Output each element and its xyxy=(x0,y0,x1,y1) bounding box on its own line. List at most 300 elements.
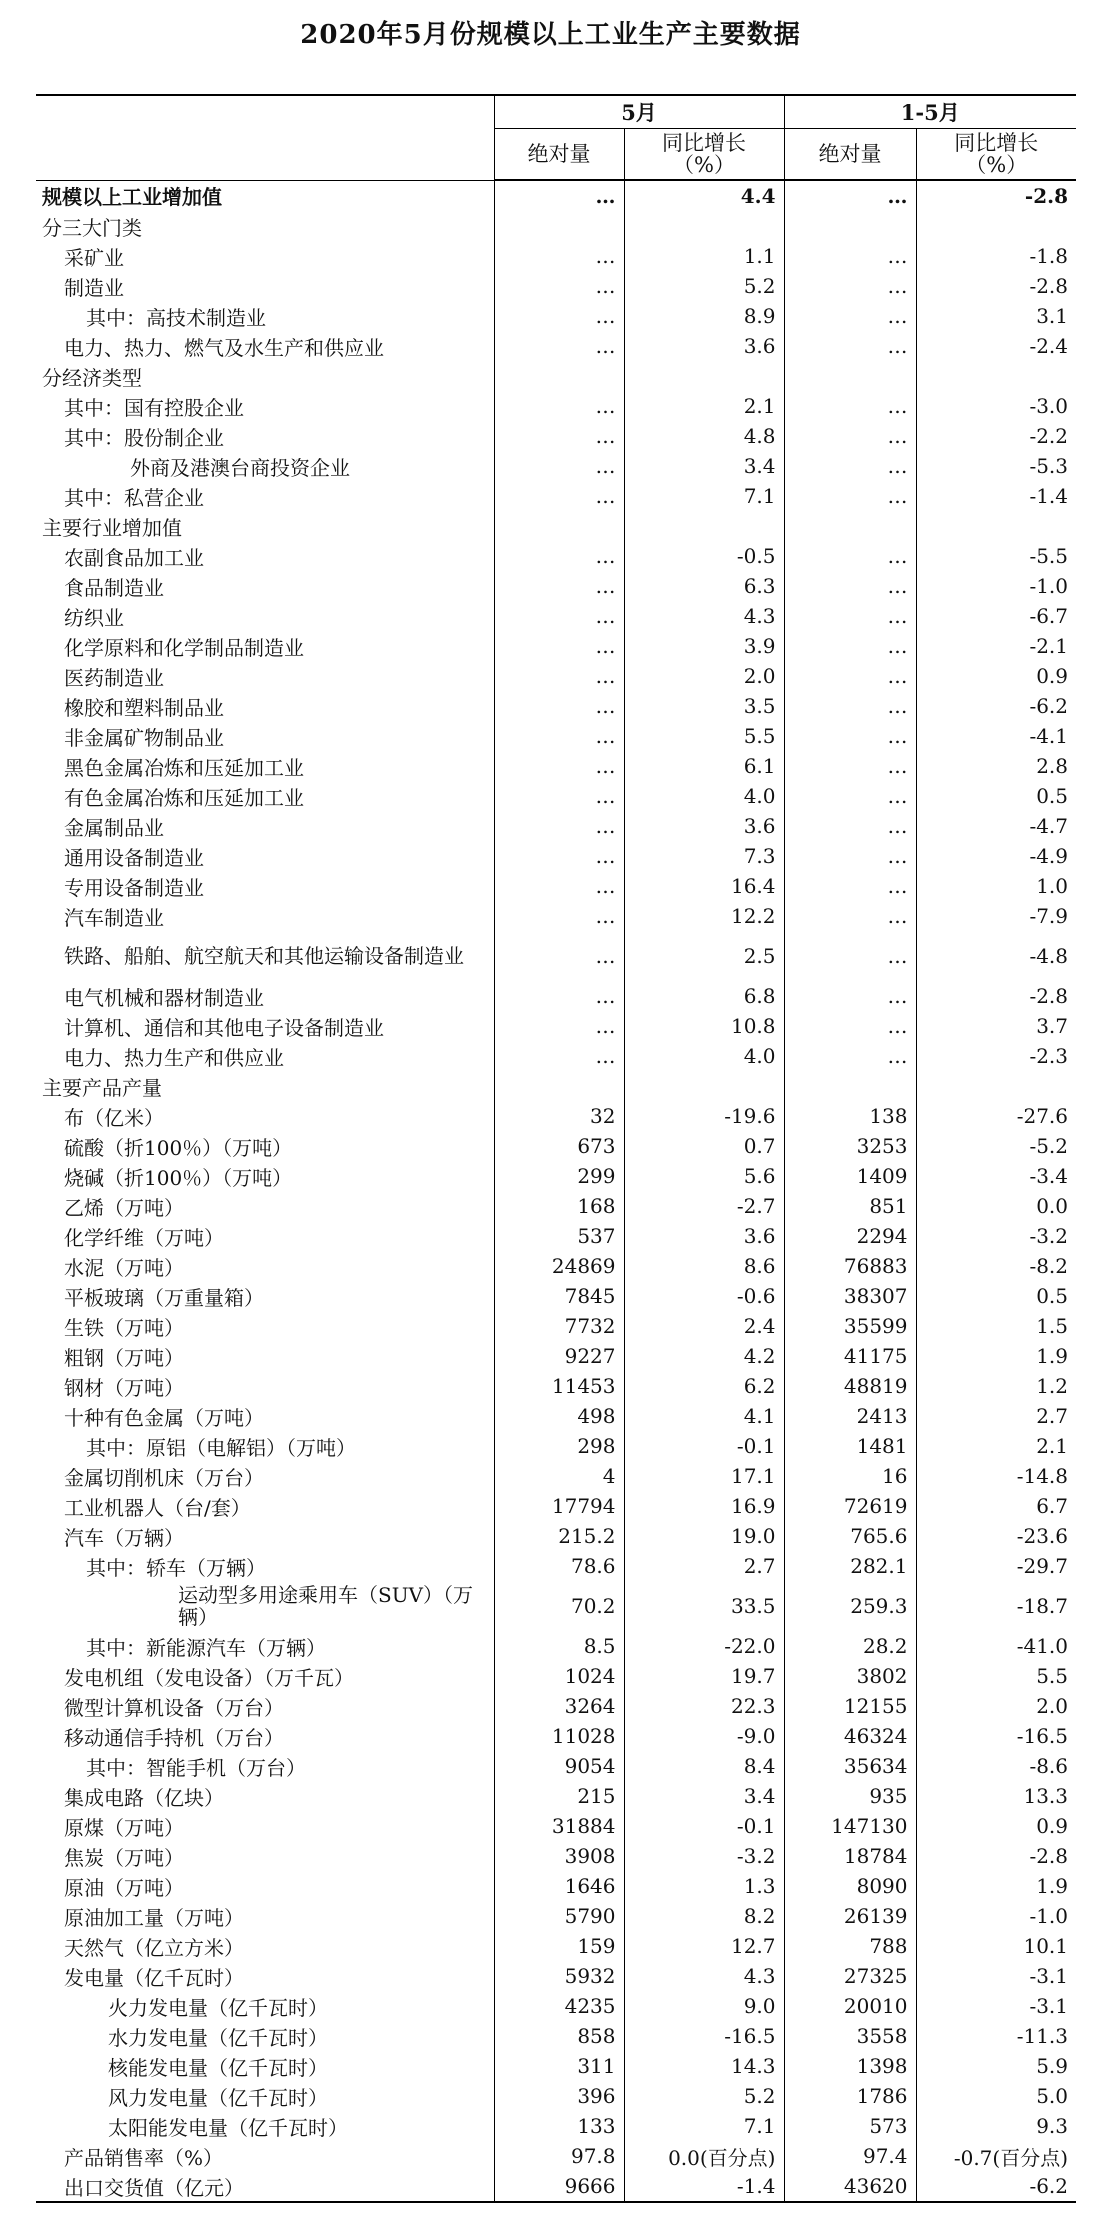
cell-abs-may: … xyxy=(494,901,624,931)
table-row xyxy=(36,1281,1076,1311)
row-label: 铁路、船舶、航空航天和其他运输设备制造业 xyxy=(36,931,494,981)
cell-yoy-may: 5.6 xyxy=(624,1161,784,1191)
table-row xyxy=(36,451,1076,481)
cell-abs-jan-may xyxy=(784,361,916,391)
cell-yoy-may: 7.1 xyxy=(624,2111,784,2141)
cell-yoy-jan-may: -18.7 xyxy=(1016,1594,1069,1618)
cell-yoy-may: 14.3 xyxy=(624,2051,784,2081)
row-label: 钢材（万吨） xyxy=(36,1371,494,1401)
table-row xyxy=(36,1461,1076,1491)
row-label: 采矿业 xyxy=(36,241,494,271)
cell-yoy-jan-may: -2.8 xyxy=(1024,184,1069,208)
row-label: 汽车制造业 xyxy=(36,901,494,931)
cell-yoy-may: 8.4 xyxy=(624,1751,784,1781)
cell-yoy-jan-may xyxy=(916,511,1076,541)
row-label: 化学纤维（万吨） xyxy=(36,1221,494,1251)
cell-abs-jan-may: … xyxy=(784,481,916,511)
cell-abs-may: 159 xyxy=(494,1931,624,1961)
cell-abs-jan-may: … xyxy=(784,811,916,841)
cell-abs-may: 215 xyxy=(494,1781,624,1811)
cell-abs-may: … xyxy=(494,721,624,751)
header-blank xyxy=(36,95,494,180)
table-row xyxy=(36,1751,1076,1781)
table-row xyxy=(36,1871,1076,1901)
cell-yoy-jan-may: 1.0 xyxy=(1036,874,1069,898)
cell-abs-may: … xyxy=(494,571,624,601)
cell-abs-jan-may: … xyxy=(784,751,916,781)
cell-yoy-may: 19.0 xyxy=(624,1521,784,1551)
cell-abs-may: 396 xyxy=(494,2081,624,2111)
table-row xyxy=(36,691,1076,721)
cell-yoy-may xyxy=(624,361,784,391)
cell-yoy-jan-may: -4.8 xyxy=(1029,944,1069,968)
cell-yoy-may xyxy=(624,1071,784,1101)
cell-abs-may: … xyxy=(494,601,624,631)
cell-yoy-jan-may: 0.9 xyxy=(1036,1814,1069,1838)
cell-abs-jan-may xyxy=(784,511,916,541)
row-label: 化学原料和化学制品制造业 xyxy=(36,631,494,661)
cell-yoy-may: 3.6 xyxy=(624,811,784,841)
cell-yoy-may: 7.3 xyxy=(624,841,784,871)
table-row xyxy=(36,601,1076,631)
table-row xyxy=(36,1131,1076,1161)
row-label: 原油（万吨） xyxy=(36,1871,494,1901)
table-row xyxy=(36,1191,1076,1221)
cell-abs-jan-may: … xyxy=(784,421,916,451)
cell-yoy-jan-may: -2.8 xyxy=(1029,984,1069,1008)
cell-abs-may: 70.2 xyxy=(494,1581,624,1631)
table-row xyxy=(36,1721,1076,1751)
cell-yoy-jan-may: -23.6 xyxy=(1016,1524,1069,1548)
table-row xyxy=(36,1491,1076,1521)
cell-yoy-jan-may: 0.5 xyxy=(1036,1284,1069,1308)
row-label: 农副食品加工业 xyxy=(36,541,494,571)
row-label: 非金属矿物制品业 xyxy=(36,721,494,751)
cell-yoy-jan-may: 1.2 xyxy=(1036,1374,1069,1398)
cell-yoy-may: 10.8 xyxy=(624,1011,784,1041)
table-row xyxy=(36,2021,1076,2051)
cell-abs-jan-may: 20010 xyxy=(784,1991,916,2021)
row-label: 其中：智能手机（万台） xyxy=(36,1751,494,1781)
header-abs-may: 绝对量 xyxy=(494,129,624,181)
row-label: 橡胶和塑料制品业 xyxy=(36,691,494,721)
table-row xyxy=(36,1311,1076,1341)
table-row xyxy=(36,1251,1076,1281)
cell-abs-may: 498 xyxy=(494,1401,624,1431)
cell-yoy-may: 0.0(百分点) xyxy=(624,2141,784,2171)
cell-abs-may: … xyxy=(494,931,624,981)
row-label: 粗钢（万吨） xyxy=(36,1341,494,1371)
table-row xyxy=(36,1991,1076,2021)
cell-abs-may: 1646 xyxy=(494,1871,624,1901)
cell-yoy-may: 5.5 xyxy=(624,721,784,751)
cell-yoy-jan-may: 10.1 xyxy=(1023,1934,1069,1958)
table-body xyxy=(36,180,1076,2202)
cell-yoy-may: -0.1 xyxy=(624,1811,784,1841)
cell-abs-jan-may: 38307 xyxy=(784,1281,916,1311)
row-label: 计算机、通信和其他电子设备制造业 xyxy=(36,1011,494,1041)
cell-yoy-jan-may: -41.0 xyxy=(1016,1634,1069,1658)
row-label: 纺织业 xyxy=(36,601,494,631)
cell-yoy-jan-may: 5.5 xyxy=(1036,1664,1069,1688)
row-label: 产品销售率（%） xyxy=(36,2141,494,2171)
header-yoy-line1: 同比增长 xyxy=(954,131,1039,155)
table-row xyxy=(36,631,1076,661)
table-row xyxy=(36,1931,1076,1961)
cell-abs-jan-may: 46324 xyxy=(784,1721,916,1751)
row-label: 电力、热力生产和供应业 xyxy=(36,1041,494,1071)
cell-yoy-jan-may: -2.2 xyxy=(1029,424,1069,448)
cell-abs-may: 17794 xyxy=(494,1491,624,1521)
row-label: 运动型多用途乘用车（SUV）（万辆） xyxy=(36,1581,494,1631)
row-label: 医药制造业 xyxy=(36,661,494,691)
row-label: 其中：新能源汽车（万辆） xyxy=(36,1631,494,1661)
cell-yoy-jan-may: 2.8 xyxy=(1036,754,1069,778)
cell-abs-jan-may: 2413 xyxy=(784,1401,916,1431)
cell-abs-jan-may xyxy=(784,211,916,241)
table-row xyxy=(36,981,1076,1011)
row-label: 太阳能发电量（亿千瓦时） xyxy=(36,2111,494,2141)
table-row xyxy=(36,2111,1076,2141)
cell-yoy-jan-may: -8.6 xyxy=(1029,1754,1069,1778)
cell-abs-may: 7732 xyxy=(494,1311,624,1341)
cell-abs-may: 673 xyxy=(494,1131,624,1161)
cell-yoy-may: 9.0 xyxy=(624,1991,784,2021)
cell-abs-may: 4 xyxy=(494,1461,624,1491)
cell-yoy-jan-may: -0.7(百分点) xyxy=(953,2145,1069,2170)
industrial-data-table xyxy=(36,94,1076,2203)
cell-abs-may: … xyxy=(494,631,624,661)
cell-abs-may xyxy=(494,361,624,391)
table-row xyxy=(36,1371,1076,1401)
row-label: 主要行业增加值 xyxy=(36,511,494,541)
cell-yoy-may: -0.1 xyxy=(624,1431,784,1461)
cell-abs-may: 4235 xyxy=(494,1991,624,2021)
table-row xyxy=(36,1581,1076,1631)
row-label: 主要产品产量 xyxy=(36,1071,494,1101)
row-label: 金属切削机床（万台） xyxy=(36,1461,494,1491)
cell-abs-may: … xyxy=(494,1011,624,1041)
cell-yoy-jan-may: -4.9 xyxy=(1029,844,1069,868)
cell-yoy-may: 17.1 xyxy=(624,1461,784,1491)
cell-yoy-may: 1.1 xyxy=(624,241,784,271)
cell-abs-may: 133 xyxy=(494,2111,624,2141)
cell-yoy-may: 6.3 xyxy=(624,571,784,601)
cell-abs-jan-may: 16 xyxy=(784,1461,916,1491)
row-label: 出口交货值（亿元） xyxy=(36,2171,494,2202)
cell-yoy-jan-may: -8.2 xyxy=(1029,1254,1069,1278)
cell-abs-may: … xyxy=(494,751,624,781)
cell-yoy-may: 8.2 xyxy=(624,1901,784,1931)
cell-yoy-jan-may: -3.4 xyxy=(1029,1164,1069,1188)
cell-yoy-jan-may: 3.1 xyxy=(1036,304,1069,328)
row-label: 发电量（亿千瓦时） xyxy=(36,1961,494,1991)
cell-yoy-jan-may: 2.1 xyxy=(1036,1434,1069,1458)
table-row xyxy=(36,871,1076,901)
cell-abs-jan-may: 147130 xyxy=(784,1811,916,1841)
cell-yoy-may: 3.9 xyxy=(624,631,784,661)
cell-abs-may: 31884 xyxy=(494,1811,624,1841)
cell-abs-jan-may: 765.6 xyxy=(784,1521,916,1551)
cell-yoy-jan-may: -11.3 xyxy=(1016,2024,1069,2048)
header-may: 5月 xyxy=(494,95,784,129)
row-label: 水力发电量（亿千瓦时） xyxy=(36,2021,494,2051)
cell-yoy-may: 1.3 xyxy=(624,1871,784,1901)
cell-yoy-may: 12.7 xyxy=(624,1931,784,1961)
cell-abs-jan-may: 26139 xyxy=(784,1901,916,1931)
cell-yoy-may: 8.9 xyxy=(624,301,784,331)
cell-abs-may: … xyxy=(494,811,624,841)
cell-yoy-may: 4.3 xyxy=(624,1961,784,1991)
cell-yoy-may xyxy=(624,511,784,541)
row-label: 集成电路（亿块） xyxy=(36,1781,494,1811)
table-row xyxy=(36,2171,1076,2202)
table-row xyxy=(36,811,1076,841)
cell-abs-may: 8.5 xyxy=(494,1631,624,1661)
cell-abs-may: 168 xyxy=(494,1191,624,1221)
row-label: 分三大门类 xyxy=(36,211,494,241)
cell-yoy-may: 6.8 xyxy=(624,981,784,1011)
table-row xyxy=(36,571,1076,601)
table-row xyxy=(36,1101,1076,1131)
cell-abs-may: … xyxy=(494,241,624,271)
cell-yoy-jan-may: -27.6 xyxy=(1016,1104,1069,1128)
row-label: 外商及港澳台商投资企业 xyxy=(36,451,494,481)
row-label: 通用设备制造业 xyxy=(36,841,494,871)
cell-yoy-may: -0.5 xyxy=(624,541,784,571)
cell-abs-may: 1024 xyxy=(494,1661,624,1691)
table-row xyxy=(36,211,1076,241)
cell-yoy-may: 4.8 xyxy=(624,421,784,451)
cell-yoy-jan-may: -4.1 xyxy=(1029,724,1069,748)
cell-yoy-may: -1.4 xyxy=(624,2171,784,2202)
row-label: 火力发电量（亿千瓦时） xyxy=(36,1991,494,2021)
table-row xyxy=(36,2051,1076,2081)
cell-abs-may: 9227 xyxy=(494,1341,624,1371)
row-label: 布（亿米） xyxy=(36,1101,494,1131)
row-label: 烧碱（折100％）（万吨） xyxy=(36,1161,494,1191)
row-label: 其中：原铝（电解铝）（万吨） xyxy=(36,1431,494,1461)
cell-yoy-jan-may: 0.0 xyxy=(1036,1194,1069,1218)
cell-yoy-may: 2.5 xyxy=(624,931,784,981)
cell-yoy-may: -0.6 xyxy=(624,1281,784,1311)
cell-abs-jan-may: 1409 xyxy=(784,1161,916,1191)
cell-abs-may: 9666 xyxy=(494,2171,624,2202)
cell-abs-may: 11453 xyxy=(494,1371,624,1401)
cell-yoy-jan-may: 9.3 xyxy=(1036,2114,1069,2138)
table-row xyxy=(36,301,1076,331)
cell-abs-may: … xyxy=(494,781,624,811)
table-row xyxy=(36,901,1076,931)
cell-yoy-jan-may: -5.3 xyxy=(1029,454,1069,478)
table-header xyxy=(36,95,1076,180)
row-label: 汽车（万辆） xyxy=(36,1521,494,1551)
cell-abs-jan-may: 1481 xyxy=(784,1431,916,1461)
table-row xyxy=(36,931,1076,981)
cell-yoy-may: 3.5 xyxy=(624,691,784,721)
row-label: 硫酸（折100％）（万吨） xyxy=(36,1131,494,1161)
cell-yoy-jan-may: 5.9 xyxy=(1036,2054,1069,2078)
cell-abs-jan-may: 8090 xyxy=(784,1871,916,1901)
header-abs-jan-may: 绝对量 xyxy=(784,129,916,181)
cell-abs-may xyxy=(494,511,624,541)
cell-abs-may: … xyxy=(494,421,624,451)
row-label: 制造业 xyxy=(36,271,494,301)
cell-abs-jan-may: 138 xyxy=(784,1101,916,1131)
cell-abs-may: 7845 xyxy=(494,1281,624,1311)
row-label: 风力发电量（亿千瓦时） xyxy=(36,2081,494,2111)
table-row xyxy=(36,1691,1076,1721)
header-yoy-line1: 同比增长 xyxy=(662,131,746,155)
row-label: 十种有色金属（万吨） xyxy=(36,1401,494,1431)
cell-abs-jan-may: 935 xyxy=(784,1781,916,1811)
cell-yoy-jan-may: 13.3 xyxy=(1023,1784,1069,1808)
cell-abs-jan-may: … xyxy=(784,871,916,901)
cell-yoy-may: 3.4 xyxy=(624,451,784,481)
page-title: 2020年5月份规模以上工业生产主要数据 xyxy=(300,20,801,50)
cell-yoy-may: 2.4 xyxy=(624,1311,784,1341)
row-label: 专用设备制造业 xyxy=(36,871,494,901)
cell-yoy-may: -3.2 xyxy=(624,1841,784,1871)
cell-abs-jan-may: … xyxy=(784,1011,916,1041)
table-row xyxy=(36,841,1076,871)
row-label: 乙烯（万吨） xyxy=(36,1191,494,1221)
row-label: 金属制品业 xyxy=(36,811,494,841)
row-label: 天然气（亿立方米） xyxy=(36,1931,494,1961)
row-label: 其中：国有控股企业 xyxy=(36,391,494,421)
cell-abs-jan-may: … xyxy=(784,661,916,691)
cell-abs-jan-may: … xyxy=(784,541,916,571)
cell-abs-jan-may: 43620 xyxy=(784,2171,916,2202)
cell-abs-may: 32 xyxy=(494,1101,624,1131)
cell-abs-jan-may: 282.1 xyxy=(784,1551,916,1581)
cell-yoy-jan-may: 1.5 xyxy=(1036,1314,1069,1338)
table-row xyxy=(36,2141,1076,2171)
cell-abs-jan-may: 573 xyxy=(784,2111,916,2141)
cell-yoy-may: 4.2 xyxy=(624,1341,784,1371)
cell-yoy-may: 5.2 xyxy=(624,271,784,301)
cell-abs-may: … xyxy=(494,391,624,421)
cell-abs-may: 24869 xyxy=(494,1251,624,1281)
cell-yoy-jan-may: -4.7 xyxy=(1029,814,1069,838)
cell-yoy-jan-may: -2.3 xyxy=(1029,1044,1069,1068)
cell-abs-jan-may: 2294 xyxy=(784,1221,916,1251)
header-yoy-line2: （%） xyxy=(673,153,735,177)
cell-yoy-jan-may: 0.9 xyxy=(1036,664,1069,688)
table-row xyxy=(36,1041,1076,1071)
table-row xyxy=(36,1401,1076,1431)
cell-abs-jan-may: … xyxy=(784,781,916,811)
cell-yoy-may: 19.7 xyxy=(624,1661,784,1691)
table-row xyxy=(36,1631,1076,1661)
table-row xyxy=(36,1811,1076,1841)
cell-yoy-may: -22.0 xyxy=(624,1631,784,1661)
header-yoy-jan-may xyxy=(916,129,1076,181)
table-row xyxy=(36,1341,1076,1371)
cell-yoy-jan-may: -1.0 xyxy=(1029,574,1069,598)
cell-yoy-jan-may: 2.7 xyxy=(1036,1404,1069,1428)
row-label: 其中：私营企业 xyxy=(36,481,494,511)
table-row xyxy=(36,2081,1076,2111)
cell-abs-may: 5932 xyxy=(494,1961,624,1991)
cell-abs-jan-may: 3802 xyxy=(784,1661,916,1691)
table-row xyxy=(36,271,1076,301)
cell-abs-may: … xyxy=(494,451,624,481)
row-label: 微型计算机设备（万台） xyxy=(36,1691,494,1721)
table-row xyxy=(36,541,1076,571)
cell-yoy-may: 3.4 xyxy=(624,1781,784,1811)
cell-yoy-jan-may: -6.2 xyxy=(916,2171,1076,2202)
row-label: 原油加工量（万吨） xyxy=(36,1901,494,1931)
cell-abs-may: … xyxy=(494,981,624,1011)
cell-abs-jan-may: … xyxy=(784,691,916,721)
row-label: 电气机械和器材制造业 xyxy=(36,981,494,1011)
row-label: 规模以上工业增加值 xyxy=(36,180,494,211)
cell-yoy-jan-may xyxy=(916,1071,1076,1101)
cell-abs-jan-may: 259.3 xyxy=(784,1581,916,1631)
cell-yoy-may: 6.2 xyxy=(624,1371,784,1401)
row-label: 原煤（万吨） xyxy=(36,1811,494,1841)
table-row xyxy=(36,1011,1076,1041)
cell-abs-may: 78.6 xyxy=(494,1551,624,1581)
cell-abs-may: … xyxy=(494,541,624,571)
cell-abs-jan-may: 35634 xyxy=(784,1751,916,1781)
cell-abs-jan-may: 851 xyxy=(784,1191,916,1221)
cell-yoy-jan-may: -29.7 xyxy=(1016,1554,1069,1578)
table-row xyxy=(36,1071,1076,1101)
header-yoy-may xyxy=(624,129,784,181)
cell-yoy-jan-may: -16.5 xyxy=(1016,1724,1069,1748)
row-label: 电力、热力、燃气及水生产和供应业 xyxy=(36,331,494,361)
cell-abs-may: 215.2 xyxy=(494,1521,624,1551)
cell-yoy-jan-may xyxy=(916,361,1076,391)
cell-yoy-jan-may: -2.8 xyxy=(1029,274,1069,298)
cell-abs-may: 11028 xyxy=(494,1721,624,1751)
cell-abs-may: 97.8 xyxy=(494,2141,624,2171)
row-label: 分经济类型 xyxy=(36,361,494,391)
cell-yoy-may: 4.0 xyxy=(624,781,784,811)
row-label: 食品制造业 xyxy=(36,571,494,601)
cell-abs-may: 3908 xyxy=(494,1841,624,1871)
table-row xyxy=(36,241,1076,271)
cell-abs-may: … xyxy=(494,180,624,211)
row-label: 其中：股份制企业 xyxy=(36,421,494,451)
cell-yoy-may: -19.6 xyxy=(624,1101,784,1131)
cell-yoy-jan-may: -3.1 xyxy=(1029,1964,1069,1988)
cell-abs-jan-may: 35599 xyxy=(784,1311,916,1341)
cell-abs-jan-may: 41175 xyxy=(784,1341,916,1371)
row-label: 发电机组（发电设备）（万千瓦） xyxy=(36,1661,494,1691)
cell-abs-jan-may: … xyxy=(784,601,916,631)
cell-yoy-may: 33.5 xyxy=(624,1581,784,1631)
cell-abs-jan-may: 28.2 xyxy=(784,1631,916,1661)
cell-abs-may: … xyxy=(494,1041,624,1071)
cell-abs-jan-may: … xyxy=(784,841,916,871)
cell-yoy-jan-may: -2.1 xyxy=(1029,634,1069,658)
cell-yoy-may: 0.7 xyxy=(624,1131,784,1161)
cell-yoy-may: 4.4 xyxy=(624,180,784,211)
table-row xyxy=(36,1901,1076,1931)
cell-abs-may xyxy=(494,211,624,241)
row-label: 其中：高技术制造业 xyxy=(36,301,494,331)
cell-yoy-may: -9.0 xyxy=(624,1721,784,1751)
table-row xyxy=(36,721,1076,751)
table-row xyxy=(36,781,1076,811)
cell-yoy-jan-may: -5.5 xyxy=(1029,544,1069,568)
cell-yoy-may: 5.2 xyxy=(624,2081,784,2111)
cell-abs-jan-may: 3558 xyxy=(784,2021,916,2051)
row-label: 生铁（万吨） xyxy=(36,1311,494,1341)
